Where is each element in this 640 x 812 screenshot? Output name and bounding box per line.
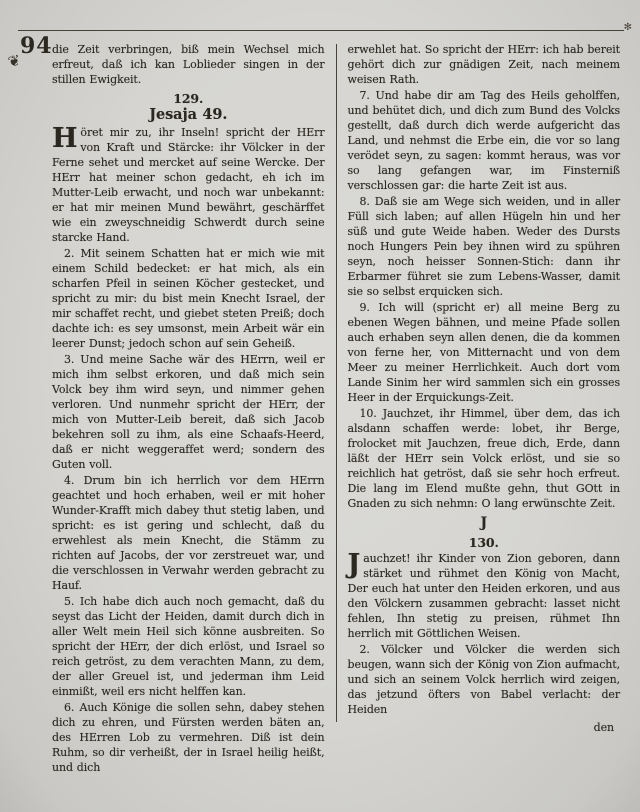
hymn-130-verse-2: 2. Völcker und Völcker die werden sich beugen, wann sich der König von Zion aufmacht, und sich an seinem Volck herrlich wird zeigen, das jetzund öfters von Babel verlacht: der Heiden (347, 643, 620, 716)
left-column (52, 42, 325, 782)
verse-6-continuation: erwehlet hat. So spricht der HErr: ich hab bereit gehört dich zur gnädigen Zeit, nach meinem weisen Rath. (347, 43, 621, 86)
verse-1 (52, 125, 325, 245)
verse-2: 2. Mit seinem Schatten hat er mich wie mit einem Schild bedecket: er hat mich, als ein scharfen Pfeil in seinen Köcher gestecket, und spricht zu mir: du bist mein Knecht Israel, der mir schaffet recht, und giebet steten Preiß; doch dachte ich: es sey umsonst, mein Arbeit wär ein leerer Dunst; jedoch schon auf sein Geheiß. (52, 247, 325, 350)
verse-9: 9. Ich will (spricht er) all meine Berg zu ebenen Wegen bähnen, und meine Pfade sollen auch erhaben seyn allen denen, die da kommen von ferne her, von Mitternacht und von dem Meer zu meiner Herrlichkeit. Auch dort vom Lande Sinim her wird sammlen sich ein grosses Heer in der Erquickungs-Zeit. (347, 301, 620, 404)
text-columns (52, 42, 620, 782)
catchword: den (593, 721, 614, 734)
verse-10: 10. Jauchzet, ihr Himmel, über dem, das ich alsdann schaffen werde: lobet, ihr Berge, frolocket mit Jauchzen, freue dich, Erde, dann läßt der HErr sein Volck erlöst, und sie so reichlich hat getröst, daß sie sehr hoch erfreut. Die lang im Elend mußte gehn, thut GOtt in Gnaden zu sich nehmn: O lang erwünschte Zeit. (347, 407, 620, 510)
hymn-number-130: 130. (468, 535, 499, 550)
verse-7: 7. Und habe dir am Tag des Heils geholffen, und behütet dich, und dich zum Bund des Volcks gestellt, daß durch dich werde aufgericht das Land, und nehmst die Erbe ein, die vor so lang verödet seyn, zu sagen: kommt heraus, was vor so lang gefangen war, im Finsterniß verschlossen gar: die harte Zeit ist aus. (347, 89, 620, 192)
top-rule (18, 30, 624, 31)
hymn-title-jesaja-49: Jesaja 49. (149, 106, 228, 123)
hymn-130-verse-1 (348, 551, 621, 641)
signature-mark: J (480, 515, 488, 531)
verse-4: 4. Drum bin ich herrlich vor dem HErrn geachtet und hoch erhaben, weil er mit hoher Wunder-Krafft mich dabey thut stetig laben, und spricht: es ist gering und schlecht, daß du erwehlest als mein Knecht, die Stämm zu richten auf Jacobs, der vor zerstreuet war, und die verschlossen in Verwahr werden gebracht zu Hauf. (52, 474, 325, 592)
drop-cap-j: J (347, 549, 361, 580)
verse-8: 8. Daß sie am Wege sich weiden, und in aller Füll sich laben; auf allen Hügeln hin und her süß und gute Weide haben. Weder des Dursts noch Hungers Pein bey ihnen wird zu spühren seyn, noch heisser Sonnen-Stich: dann ihr Erbarmer führet sie zum Lebens-Wasser, damit sie so selbst erquicken sich. (347, 195, 620, 298)
right-column (348, 42, 621, 782)
verse-5: 5. Ich habe dich auch noch gemacht, daß du seyst das Licht der Heiden, damit durch dich in aller Welt mein Heil sich könne ausbreiten. So spricht der HErr, der dich erlöst, und Israel so reich getröst, zu dem verachten Mann, zu dem, der aller Greuel ist, und jederman ihm Leid einmißt, weil ers nicht helffen kan. (52, 595, 325, 698)
drop-cap-h: H (52, 123, 78, 154)
verse-3: 3. Und meine Sache wär des HErrn, weil er mich ihm selbst erkoren, und daß mich sein Volck bey ihm wird seyn, und nimmer gehen verloren. Und nunmehr spricht der HErr, der mich von Mutter-Leib bereit, daß sich Jacob bekehren soll zu ihm, als eine Schaafs-Heerd, daß er nicht weggeraffet werd; sondern des Guten voll. (52, 353, 325, 471)
verse-6: 6. Auch Könige die sollen sehn, dabey stehen dich zu ehren, und Fürsten werden bäten an, des HErren Lob zu vermehren. Diß ist dein Ruhm, so dir verheißt, der in Israel heilig heißt, und dich (52, 701, 325, 774)
column-divider (336, 44, 337, 722)
corner-mark-icon: ✻ (623, 22, 632, 33)
verse-1-text: öret mir zu, ihr Inseln! spricht der HErr von Kraft und Stärcke: ihr Völcker in der Ferne sehet und mercket auf seine Wercke. Der HErr hat meiner schon gedacht, eh ich im Mutter-Leib erwacht, und noch war unbekannt: er hat mir meinen Mund bewährt, geschärffet wie ein zweyschneidig Schwerdt durch seine starcke Hand. (52, 126, 325, 244)
continuation-paragraph: die Zeit verbringen, biß mein Wechsel mich erfreut, daß ich kan Loblieder singen in der stillen Ewigkeit. (52, 43, 325, 86)
page-number: 94 (20, 33, 53, 59)
floral-ornament-icon: ❦ (6, 50, 23, 72)
hymn-130-verse-1-text: auchzet! ihr Kinder von Zion geboren, dann stärket und rühmet den König von Macht, Der euch hat unter den Heiden erkoren, und aus den Völckern zusammen gebracht: lasset nicht fehlen, Ihn stetig zu preisen, rühmet Ihn herrlich mit Göttlichen Weisen. (347, 552, 620, 640)
hymn-number-129: 129. (173, 91, 204, 106)
